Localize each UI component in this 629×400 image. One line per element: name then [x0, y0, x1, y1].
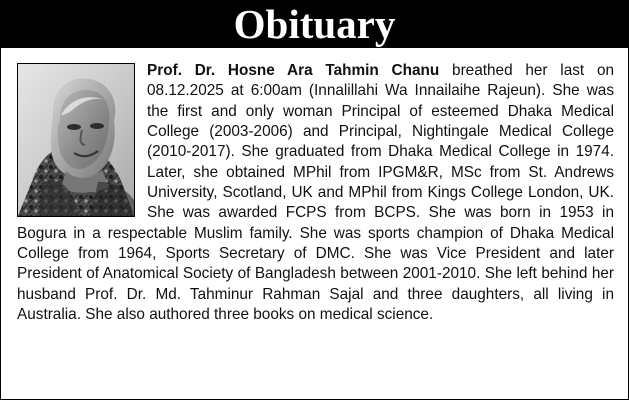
- portrait-image: [18, 64, 134, 216]
- deceased-name: Prof. Dr. Hosne Ara Tahmin Chanu: [147, 62, 440, 79]
- obituary-body: breathed her last on 08.12.2025 at 6:00am (Innalillahi Wa Innailaihe Rajeun). She was the first and only woman Principal of esteemed Dhaka Medical College (2003-2006) and Principal, Nightingale Medical College (2010-2017). She graduated from Dhaka Medical College in 1974. Later, she obtained MPhil from IPGM&R, MSc from St. Andrews University, Scotland, UK and MPhil from Kings College London, UK. She was awarded FCPS from BCPS. She was born in 1953 in Bogura in a respectable Muslim family. She was sports champion of Dhaka Medical College from 1964, Sports Secretary of DMC. She was Vice President and later President of Anatomical Society of Bangladesh between 2001-2010. She left behind her husband Prof. Dr. Md. Tahminur Rahman Sajal and three daughters, all living in Australia. She also authored three books on medical science.: [17, 62, 615, 324]
- obituary-content: [17, 61, 614, 325]
- page-title: Obituary: [1, 1, 628, 48]
- portrait-photo: [17, 63, 135, 217]
